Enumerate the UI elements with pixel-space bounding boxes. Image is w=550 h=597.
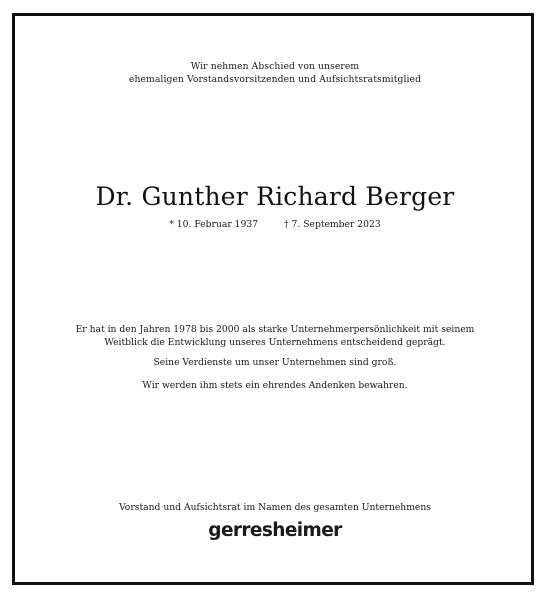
tribute-line-1: Er hat in den Jahren 1978 bis 2000 als starke Unternehmerpersönlichkeit mit seinem <box>75 324 475 335</box>
tribute-line-2: Weitblick die Entwicklung unseres Unternehmens entscheidend geprägt. <box>104 336 446 348</box>
intro-line-1: Wir nehmen Abschied von unserem <box>190 61 360 72</box>
signoff: Vorstand und Aufsichtsrat im Namen des gesamten Unternehmens <box>119 502 431 513</box>
tribute-line-3: Seine Verdienste um unser Unternehmen sind groß. <box>153 357 397 368</box>
obituary-border <box>12 13 534 585</box>
life-dates <box>0 219 550 231</box>
tribute-message <box>0 324 550 392</box>
death-date: † 7. September 2023 <box>284 219 381 230</box>
tribute-line-4: Wir werden ihm stets ein ehrendes Andenken bewahren. <box>142 379 408 391</box>
intro-line-2: ehemaligen Vorstandsvorsitzenden und Aufsichtsratsmitglied <box>128 74 422 85</box>
company-logo: gerresheimer <box>208 520 342 541</box>
birth-date: * 10. Februar 1937 <box>169 219 259 230</box>
intro-text <box>0 60 550 86</box>
deceased-name: Dr. Gunther Richard Berger <box>95 182 455 211</box>
